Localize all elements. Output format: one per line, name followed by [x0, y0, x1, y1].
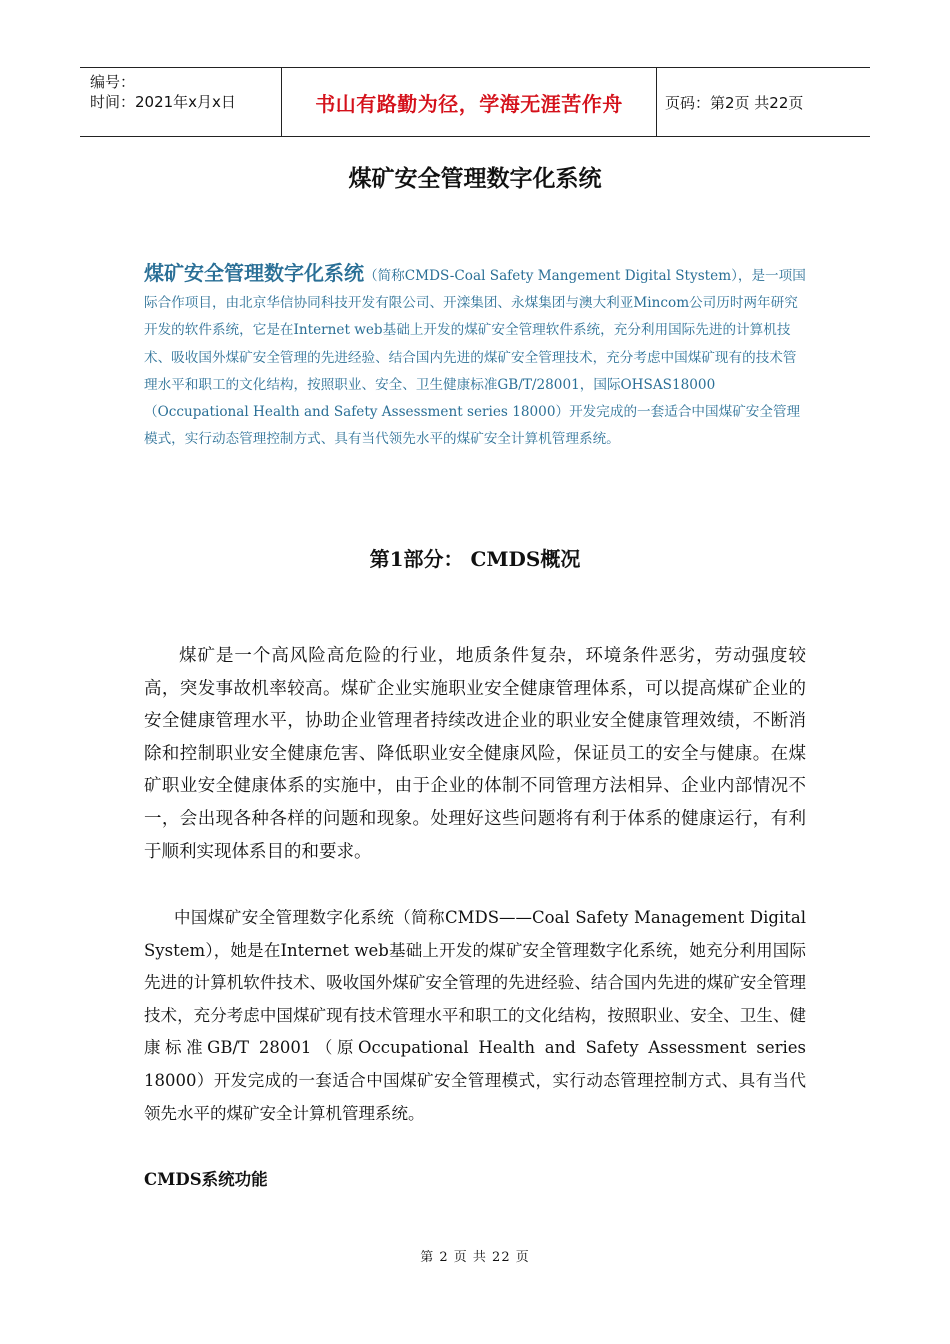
body-paragraph-1: 煤矿是一个高风险高危险的行业，地质条件复杂，环境条件恶劣，劳动强度较高，突发事故机率较高。煤矿企业实施职业安全健康管理体系，可以提高煤矿企业的安全健康管理水平，协助企业管理者持续改进企业的职业安全健康管理效绩，不断消除和控制职业安全健康危害、降低职业安全健康风险，保证员工的安全与健康。在煤矿职业安全健康体系的实施中，由于企业的体制不同管理方法相异、企业内部情况不一，会出现各种各样的问题和现象。处理好这些问题将有利于体系的健康运行，有利于顺利实现体系目的和要求。: [144, 646, 806, 862]
header-page-info: 页码：第2页 共22页: [665, 93, 804, 112]
intro-lead: 煤矿安全管理数字化系统: [144, 261, 364, 285]
header-table: [80, 67, 870, 137]
header-motto: 书山有路勤为径，学海无涯苦作舟: [282, 68, 657, 136]
page-footer: 第 2 页 共 22 页: [420, 1250, 530, 1265]
document-title: 煤矿安全管理数字化系统: [348, 166, 602, 192]
subsection-heading: CMDS系统功能: [144, 1170, 268, 1189]
intro-body: （简称CMDS-Coal Safety Mangement Digital Stystem），是一项国际合作项目，由北京华信协同科技开发有限公司、开滦集团、永煤集团与澳大利亚Mincom公司历时两年研究开发的软件系统，它是在Internet web基础上开发的煤矿安全管理软件系统，充分利用国际先进的计算机技术、吸收国外煤矿安全管理的先进经验、结合国内先进的煤矿安全管理技术，充分考虑中国煤矿现有的技术管理水平和职工的文化结构，按照职业、安全、卫生健康标准GB/T/28001，国际OHSAS18000（Occupational Health and Safety Assessment series 18000）开发完成的一套适合中国煤矿安全管理模式，实行动态管理控制方式、具有当代领先水平的煤矿安全计算机管理系统。: [144, 268, 806, 448]
body-paragraph-2: 中国煤矿安全管理数字化系统（简称CMDS——Coal Safety Management Digital System），她是在Internet web基础上开发的煤矿安全管理数字化系统，她充分利用国际先进的计算机软件技术、吸收国外煤矿安全管理的先进经验、结合国内先进的煤矿安全管理技术，充分考虑中国煤矿现有技术管理水平和职工的文化结构，按照职业、安全、卫生、健康标准GB/T 28001（原Occupational Health and Safety Assessment series 18000）开发完成的一套适合中国煤矿安全管理模式，实行动态管理控制方式、具有当代领先水平的煤矿安全计算机管理系统。: [144, 908, 806, 1123]
document-date-label: 时间：2021年x月x日: [90, 93, 236, 111]
document-number-label: 编号：: [90, 73, 136, 91]
section-title: 第1部分： CMDS概况: [369, 547, 581, 571]
intro-paragraph: [144, 260, 810, 453]
header-meta-cell: [80, 68, 282, 136]
